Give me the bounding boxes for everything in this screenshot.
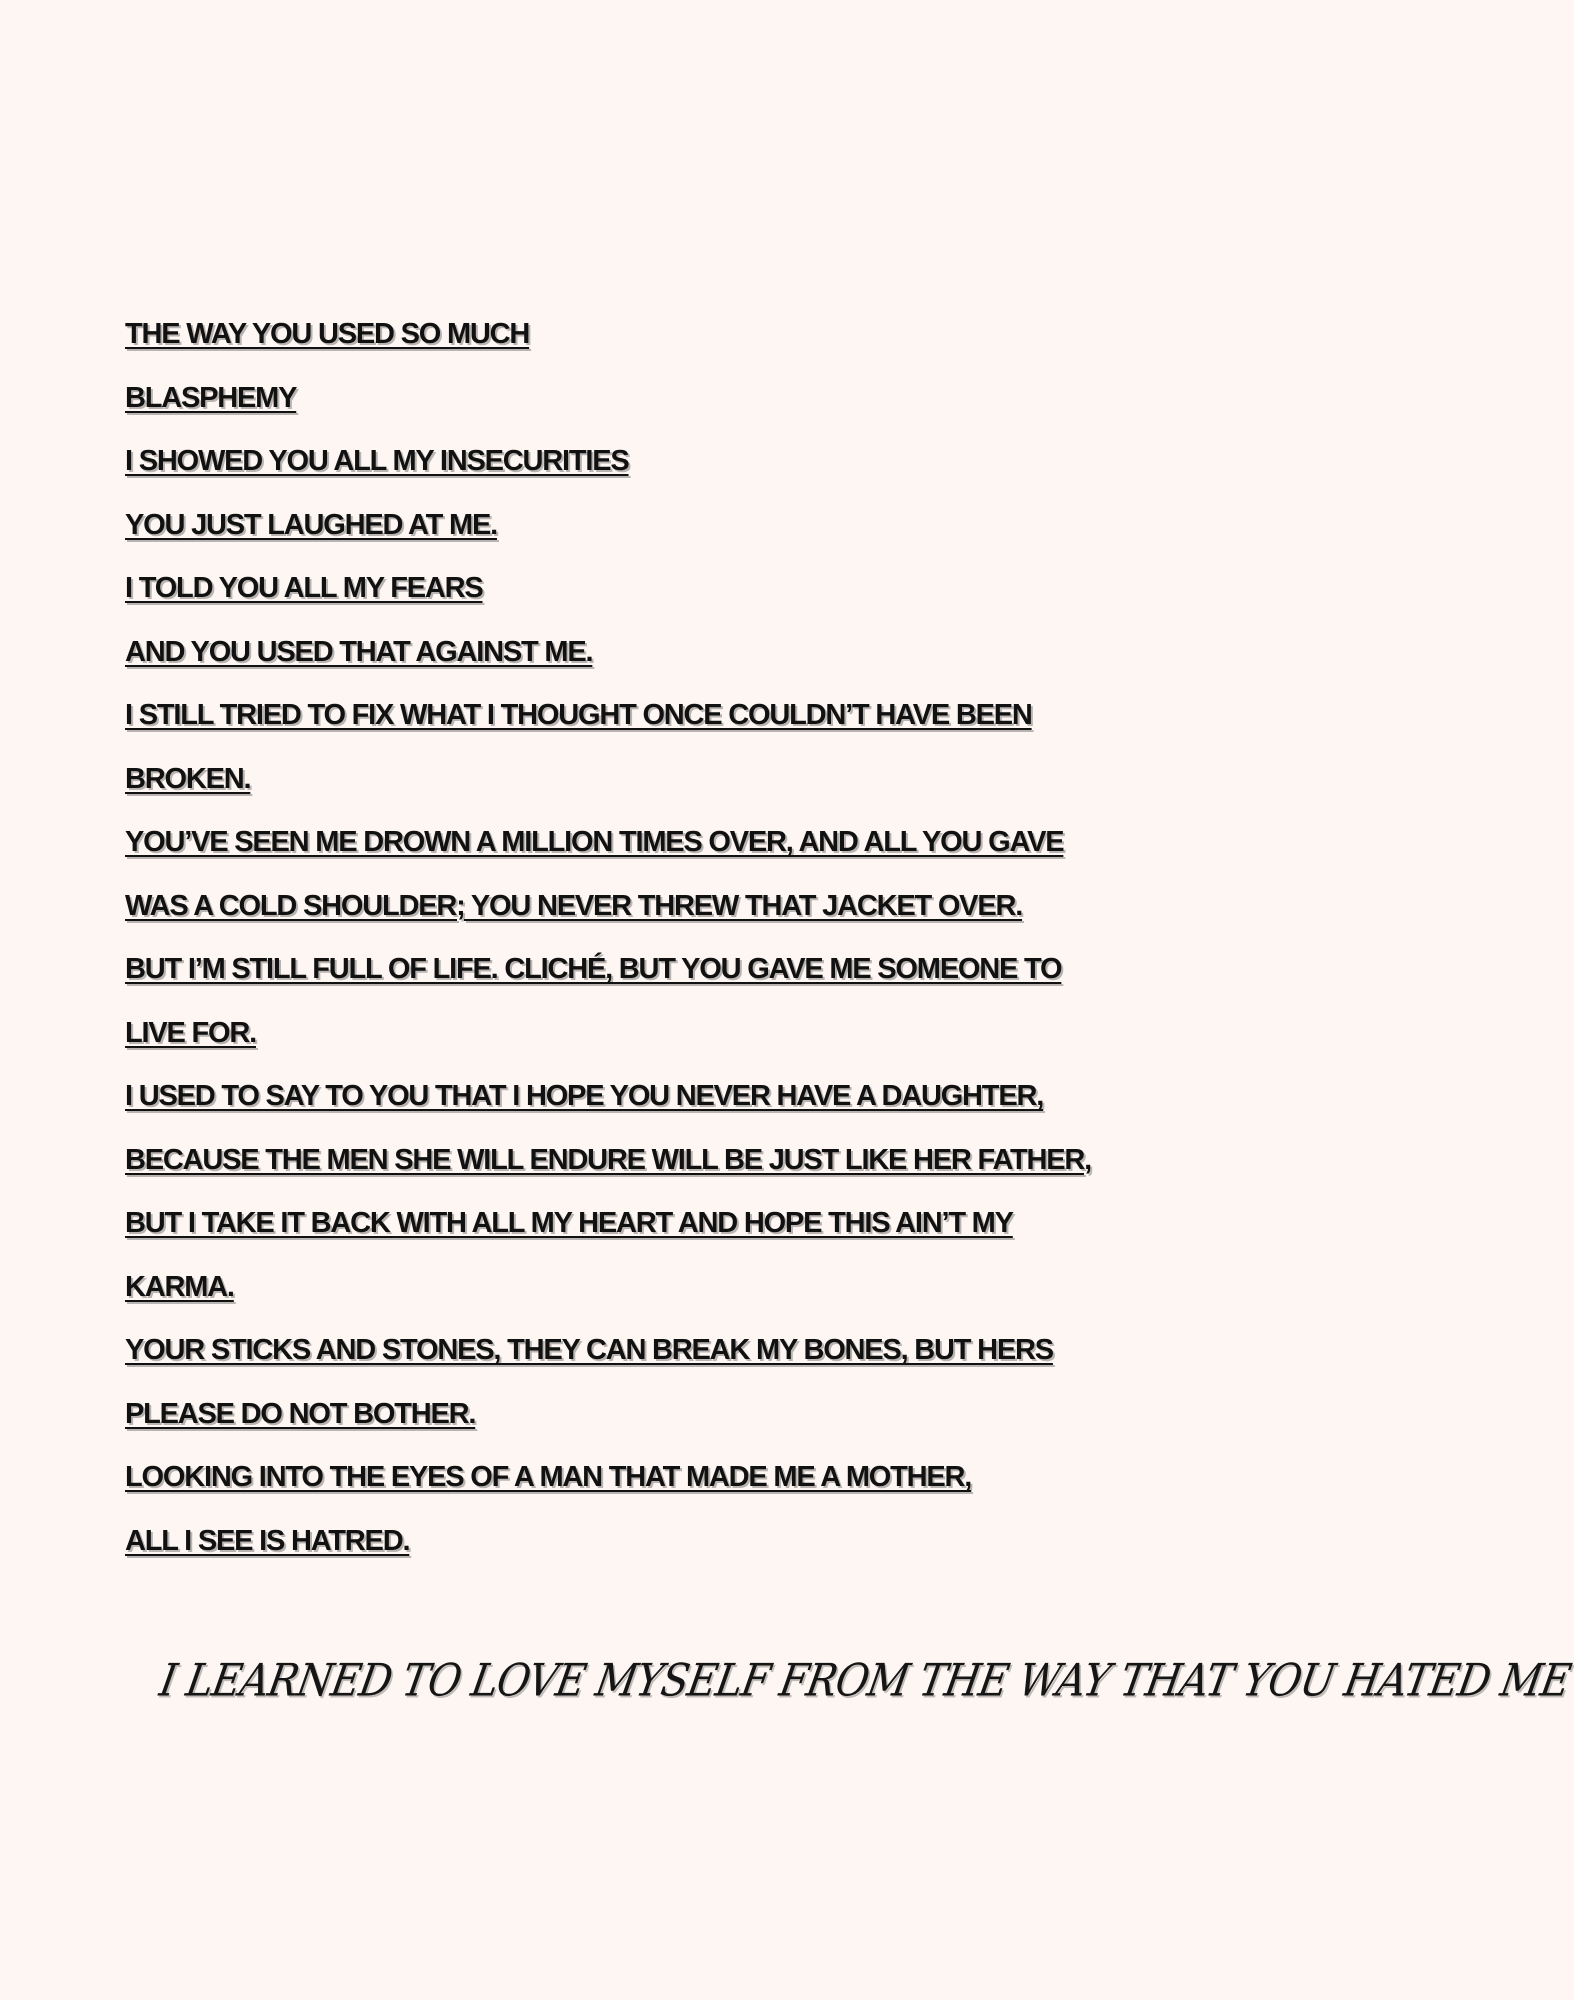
poem-line: YOUR STICKS AND STONES, THEY CAN BREAK MY BONES, BUT HERS	[125, 1334, 1053, 1366]
poem-line: I TOLD YOU ALL MY FEARS	[125, 572, 483, 604]
poem-line: THE WAY YOU USED SO MUCH	[125, 318, 530, 350]
poem-line: KARMA.	[125, 1270, 234, 1303]
poem-line: BUT I TAKE IT BACK WITH ALL MY HEART AND HOPE THIS AIN’T MY	[125, 1207, 1013, 1239]
poem-line: LOOKING INTO THE EYES OF A MAN THAT MADE ME A MOTHER,	[125, 1461, 972, 1493]
poem-line: I STILL TRIED TO FIX WHAT I THOUGHT ONCE COULDN’T HAVE BEEN	[125, 699, 1032, 731]
poem-line: WAS A COLD SHOULDER; YOU NEVER THREW THAT JACKET OVER.	[125, 889, 1023, 922]
poem-line: BUT I’M STILL FULL OF LIFE. CLICHÉ, BUT YOU GAVE ME SOMEONE TO	[125, 953, 1062, 985]
poem-line: ALL I SEE IS HATRED.	[125, 1524, 410, 1557]
poem-line: PLEASE DO NOT BOTHER.	[125, 1397, 476, 1430]
poem-line: I USED TO SAY TO YOU THAT I HOPE YOU NEVER HAVE A DAUGHTER,	[125, 1080, 1044, 1112]
poem-line: BLASPHEMY	[125, 381, 297, 414]
poem-line: YOU’VE SEEN ME DROWN A MILLION TIMES OVER, AND ALL YOU GAVE	[125, 826, 1064, 858]
poem-line: BROKEN.	[125, 762, 251, 795]
poem-body	[125, 312, 1245, 1582]
poem-line: BECAUSE THE MEN SHE WILL ENDURE WILL BE JUST LIKE HER FATHER,	[125, 1143, 1092, 1176]
poem-line: AND YOU USED THAT AGAINST ME.	[125, 635, 593, 668]
signature-line: I LEARNED TO LOVE MYSELF FROM THE WAY THAT YOU HATED ME	[155, 1655, 1574, 1707]
poem-line: I SHOWED YOU ALL MY INSECURITIES	[125, 445, 629, 477]
poem-line: LIVE FOR.	[125, 1016, 256, 1049]
poem-line: YOU JUST LAUGHED AT ME.	[125, 508, 497, 541]
